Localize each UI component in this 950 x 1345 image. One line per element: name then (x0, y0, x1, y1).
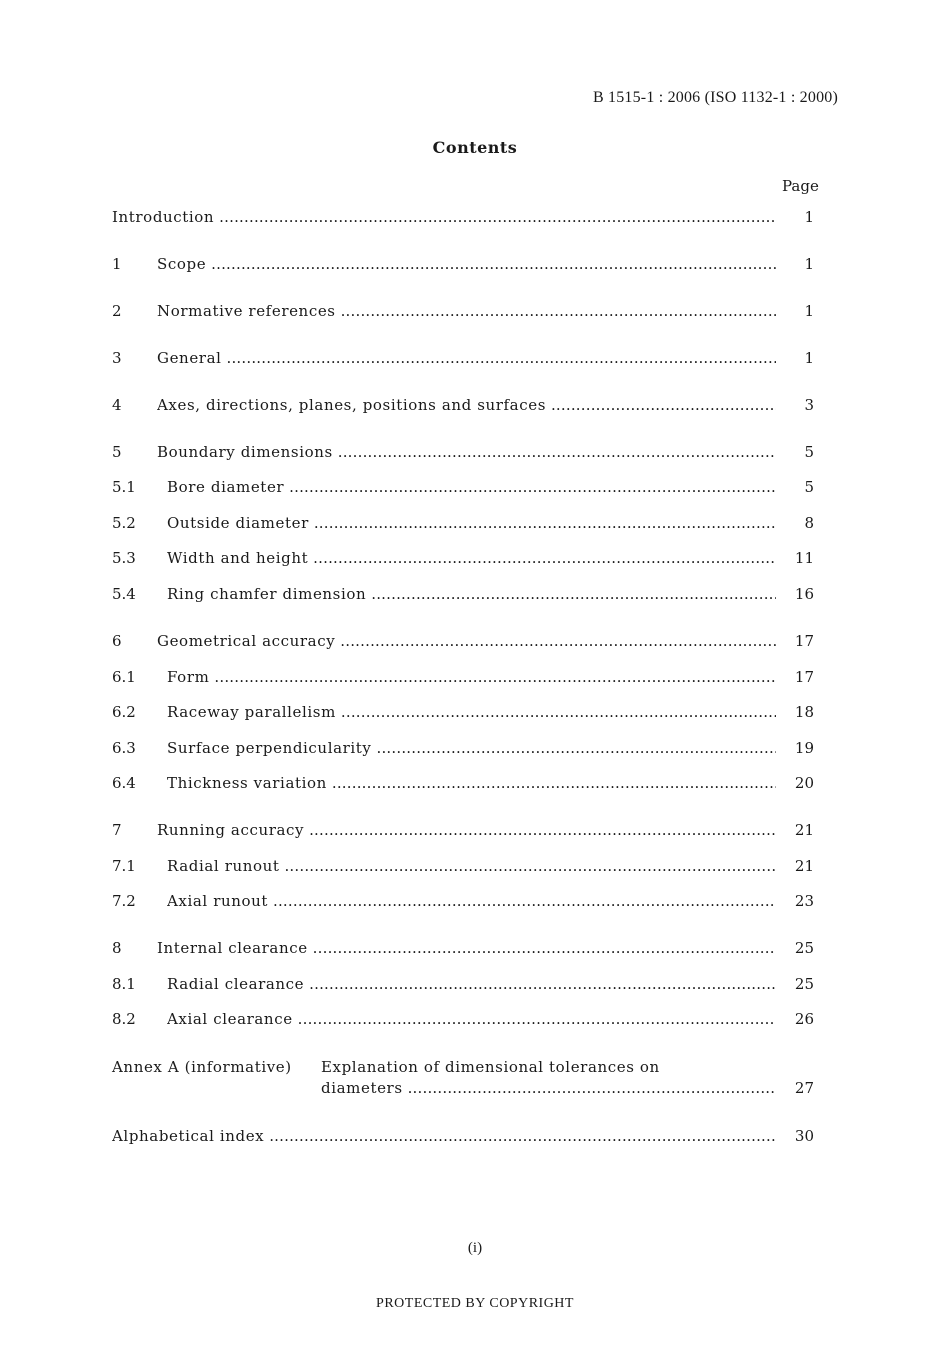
toc-subentry[interactable] (112, 1008, 824, 1030)
toc-entry[interactable] (112, 819, 824, 841)
toc-title: Thickness variation ..... (167, 772, 776, 794)
toc-page: 1 (804, 255, 814, 273)
toc-page: 1 (804, 349, 814, 367)
toc-entry[interactable] (112, 347, 824, 369)
toc-annex-entry[interactable] (112, 1056, 824, 1106)
toc-number: 6 (112, 632, 122, 650)
toc-page: 3 (804, 396, 814, 414)
toc-title: Geometrical accuracy ..... (157, 630, 776, 652)
toc-number: 2 (112, 302, 122, 320)
toc-number: 5.1 (112, 478, 136, 496)
toc-number: 8.2 (112, 1010, 136, 1028)
toc-title: Radial clearance ..... (167, 973, 776, 995)
toc-page: 25 (794, 975, 814, 993)
annex-title-line2: diameters ..... (321, 1077, 776, 1099)
toc-title: Axes, directions, planes, positions and surfaces ..... (157, 394, 776, 416)
toc-number: 6.1 (112, 668, 136, 686)
toc-title: Surface perpendicularity ..... (167, 737, 776, 759)
toc-subentry[interactable] (112, 772, 824, 794)
toc-title: Radial runout ..... (167, 855, 776, 877)
toc-subentry[interactable] (112, 890, 824, 912)
toc-entry[interactable] (112, 300, 824, 322)
toc-page: 1 (804, 208, 814, 226)
toc-entry[interactable] (112, 441, 824, 463)
toc-entry[interactable] (112, 206, 824, 228)
toc-title: Form ..... (167, 666, 776, 688)
toc-number: 8 (112, 939, 122, 957)
toc-title: General ..... (157, 347, 776, 369)
annex-label: Annex A (informative) (112, 1058, 292, 1076)
copyright-footer: PROTECTED BY COPYRIGHT (376, 1296, 574, 1311)
toc-entry[interactable] (112, 253, 824, 275)
toc-title: Raceway parallelism ..... (167, 701, 776, 723)
toc-entry[interactable] (112, 630, 824, 652)
toc-page: 19 (794, 739, 814, 757)
toc-title: Scope ..... (157, 253, 776, 275)
toc-number: 7 (112, 821, 122, 839)
toc-entry[interactable] (112, 394, 824, 416)
toc-page: 18 (794, 703, 814, 721)
toc-number: 5.4 (112, 585, 136, 603)
toc-title: Internal clearance ..... (157, 937, 776, 959)
toc-page: 25 (794, 939, 814, 957)
toc-number: 6.2 (112, 703, 136, 721)
document-id: B 1515-1 : 2006 (ISO 1132-1 : 2000) (592, 89, 838, 106)
toc-subentry[interactable] (112, 476, 824, 498)
toc-page: 11 (794, 549, 814, 567)
toc-page: 8 (804, 514, 814, 532)
toc-entry[interactable] (112, 937, 824, 959)
toc-title: Width and height ..... (167, 547, 776, 569)
toc-subentry[interactable] (112, 737, 824, 759)
toc-title: Alphabetical index ..... (112, 1125, 776, 1147)
toc-subentry[interactable] (112, 583, 824, 605)
toc-subentry[interactable] (112, 512, 824, 534)
toc-page: 30 (794, 1127, 814, 1145)
toc-title: Axial clearance ..... (167, 1008, 776, 1030)
toc-subentry[interactable] (112, 701, 824, 723)
toc-number: 1 (112, 255, 122, 273)
page-number: (i) (467, 1240, 483, 1256)
toc-title: Boundary dimensions ..... (157, 441, 776, 463)
toc-page: 5 (804, 443, 814, 461)
toc-subentry[interactable] (112, 973, 824, 995)
toc-index-entry[interactable] (112, 1125, 824, 1147)
toc-number: 7.2 (112, 892, 136, 910)
toc-page: 17 (794, 632, 814, 650)
toc-page: 17 (794, 668, 814, 686)
toc-page: 21 (794, 821, 814, 839)
toc-title: Axial runout ..... (167, 890, 776, 912)
toc-title: Outside diameter ..... (167, 512, 776, 534)
toc-title: Bore diameter ..... (167, 476, 776, 498)
toc-page: 1 (804, 302, 814, 320)
toc-number: 5.3 (112, 549, 136, 567)
toc-number: 6.4 (112, 774, 136, 792)
toc-page: 16 (794, 585, 814, 603)
toc-number: 7.1 (112, 857, 136, 875)
page-title: Contents (432, 138, 518, 157)
toc-page: 27 (794, 1079, 814, 1097)
annex-title-line1: Explanation of dimensional tolerances on (321, 1058, 660, 1076)
toc-page: 21 (794, 857, 814, 875)
toc-title: Normative references ..... (157, 300, 776, 322)
toc-subentry[interactable] (112, 547, 824, 569)
toc-page: 26 (794, 1010, 814, 1028)
toc-title: Ring chamfer dimension ..... (167, 583, 776, 605)
toc-number: 3 (112, 349, 122, 367)
page-column-label: Page (782, 177, 819, 195)
toc-number: 5 (112, 443, 122, 461)
toc-subentry[interactable] (112, 666, 824, 688)
toc-page: 20 (794, 774, 814, 792)
toc-title: Introduction ..... (112, 206, 776, 228)
toc-page: 5 (804, 478, 814, 496)
toc-number: 6.3 (112, 739, 136, 757)
toc-subentry[interactable] (112, 855, 824, 877)
toc-page: 23 (794, 892, 814, 910)
toc-title: Running accuracy ..... (157, 819, 776, 841)
toc-number: 8.1 (112, 975, 136, 993)
toc-number: 5.2 (112, 514, 136, 532)
toc-number: 4 (112, 396, 122, 414)
